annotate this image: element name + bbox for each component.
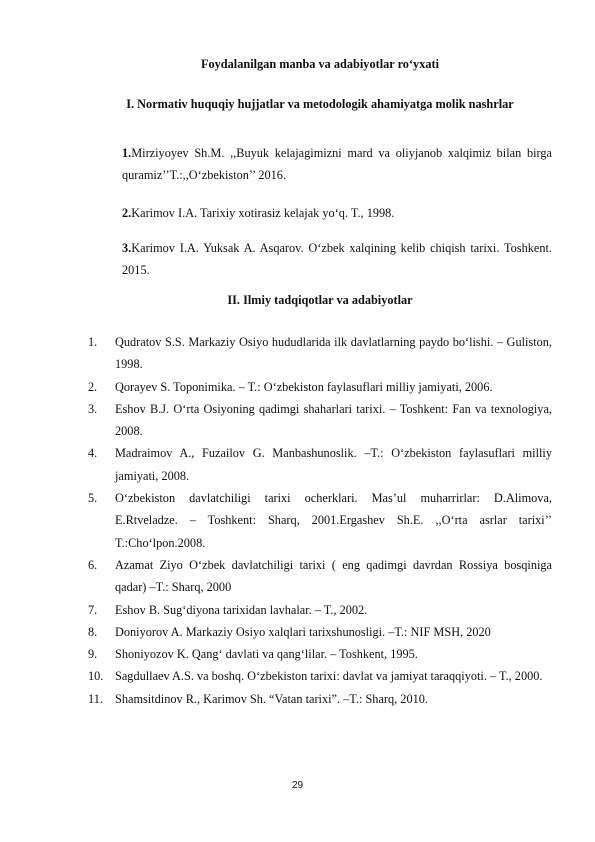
- item-number: 5.: [88, 491, 98, 506]
- section1-heading: I. Normativ huquqiy hujjatlar va metodologik ahamiyatga molik nashrlar: [126, 97, 514, 111]
- item-text: Shamsitdinov R., Karimov Sh. “Vatan tarixi”. –T.: Sharq, 2010.: [115, 691, 428, 706]
- list-item: [88, 331, 552, 376]
- list-item: [88, 398, 552, 443]
- item-text: Madraimov A., Fuzailov G. Manbashunoslik. –T.: O‘zbekiston faylasuflari milliy jamiyati, 2008.: [115, 446, 552, 483]
- normative-item: [122, 202, 552, 224]
- item-number: 8.: [88, 624, 98, 639]
- page-number: 29: [291, 780, 304, 791]
- item-text: Azamat Ziyo O‘zbek davlatchiligi tarixi ( eng qadimgi davrdan Rossiya bosqiniga qadar) –T.: Sharq, 2000: [115, 557, 552, 595]
- reference-list: [88, 331, 552, 710]
- list-item: [88, 599, 552, 621]
- item-text: Doniyorov A. Markaziy Osiyo xalqlari tarixshunosligi. –T.: NIF MSH, 2020: [115, 624, 491, 639]
- list-item: [88, 554, 552, 599]
- item-number: 3.: [88, 401, 98, 416]
- list-item: [88, 643, 552, 665]
- item-number: 6.: [88, 557, 98, 572]
- item-number: 10.: [88, 669, 104, 684]
- normative-item: [122, 142, 552, 186]
- item-number: 7.: [88, 602, 98, 617]
- item-number: 2.: [88, 379, 98, 394]
- item-text: Karimov I.A. Yuksak A. Asqarov. O‘zbek xalqining kelib chiqish tarixi. Toshkent. 2015.: [122, 241, 552, 277]
- item-number: 3.: [122, 241, 132, 255]
- item-text: Qorayev S. Toponimika. – T.: O‘zbekiston faylasuflari milliy jamiyati, 2006.: [115, 379, 493, 394]
- item-text: Qudratov S.S. Markaziy Osiyo hududlarida ilk davlatlarning paydo bo‘lishi. – Guliston, 1998.: [115, 335, 552, 372]
- item-number: 4.: [88, 446, 98, 461]
- list-item: [88, 688, 552, 710]
- item-text: Mirziyoyev Sh.M. ,,Buyuk kelajagimizni mard va oliyjanob xalqimiz bilan birga quramiz’’T.:,,O‘zbekiston’’ 2016.: [122, 146, 552, 182]
- item-text: Karimov I.A. Tarixiy xotirasiz kelajak yo‘q. T., 1998.: [131, 206, 395, 220]
- item-text: Sagdullaev A.S. va boshq. O‘zbekiston tarixi: davlat va jamiyat taraqqiyoti. – T., 2000.: [115, 669, 543, 684]
- item-number: 9.: [88, 647, 98, 662]
- item-number: 1.: [122, 146, 132, 160]
- item-number: 11.: [88, 691, 103, 706]
- item-text: Eshov B.J. O‘rta Osiyoning qadimgi shaharlari tarixi. – Toshkent: Fan va texnologiya, 2008.: [115, 401, 552, 439]
- section2-heading: II. Ilmiy tadqiqotlar va adabiyotlar: [227, 293, 413, 307]
- list-item: [88, 376, 552, 398]
- normative-item: [122, 237, 552, 281]
- item-text: Eshov B. Sug‘diyona tarixidan lavhalar. – T., 2002.: [115, 602, 368, 617]
- item-number: 2.: [122, 206, 132, 220]
- item-text: O‘zbekiston davlatchiligi tarixi ocherklari. Mas’ul muharrirlar: D.Alimova, E.Rtveladze. – Toshkent: Sharq, 2001.Ergashev Sh.E. ,,O‘rta asrlar tarixi’’ T.:Cho‘lpon.2008.: [115, 491, 552, 550]
- item-number: 1.: [88, 335, 98, 349]
- item-text: Shoniyozov K. Qang‘ davlati va qang‘lilar. – Toshkent, 1995.: [115, 647, 418, 662]
- bibliography-title: Foydalanilgan manba va adabiyotlar ro‘yxati: [201, 57, 439, 71]
- list-item: [88, 487, 552, 554]
- list-item: [88, 665, 552, 687]
- list-item: [88, 621, 552, 643]
- list-item: [88, 442, 552, 487]
